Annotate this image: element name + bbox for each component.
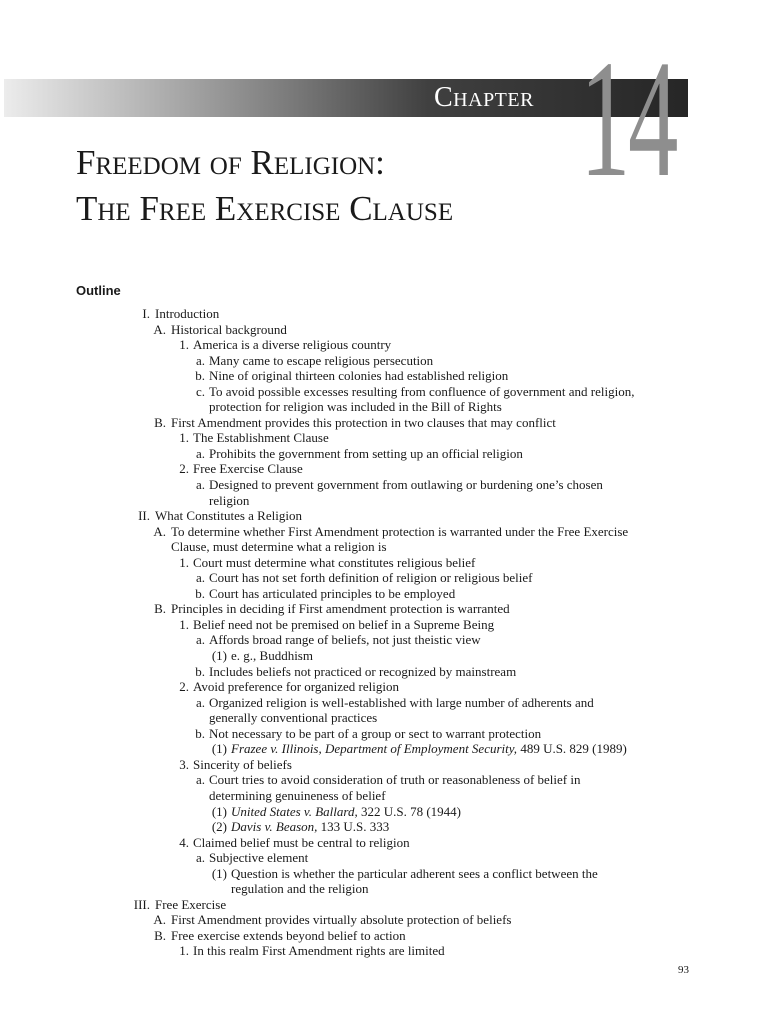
- outline-text-value: In this realm First Amendment rights are limited: [193, 943, 445, 959]
- outline-text-value: To determine whether First Amendment protection is warranted under the Free Exercise: [171, 523, 629, 539]
- outline-text-value: Avoid preference for organized religion: [193, 679, 399, 695]
- outline-text: [193, 757, 292, 773]
- outline-item: [0, 695, 768, 711]
- outline-text: [231, 866, 598, 882]
- outline-item: [0, 943, 768, 959]
- outline-text-value: Not necessary to be part of a group or sect to warrant protection: [209, 725, 542, 741]
- outline-text: [209, 850, 308, 866]
- outline-text: [209, 446, 523, 462]
- case-citation: United States v. Ballard,: [231, 803, 358, 819]
- outline-text-value: First Amendment provides virtually absolute protection of beliefs: [171, 912, 512, 928]
- outline-item: [0, 897, 768, 913]
- outline-item: [0, 322, 768, 338]
- outline-text-value: First Amendment provides this protection in two clauses that may conflict: [171, 414, 556, 430]
- outline-item: [0, 819, 768, 835]
- outline-text-value: America is a diverse religious country: [193, 337, 392, 353]
- outline-text: [209, 586, 455, 602]
- outline-text: [209, 384, 634, 400]
- outline-text: [171, 322, 287, 338]
- outline-text: [209, 772, 580, 788]
- outline-text-value: e. g., Buddhism: [231, 648, 313, 664]
- outline-text: [193, 943, 445, 959]
- outline-text-value: Court tries to avoid consideration of truth or reasonableness of belief in: [209, 772, 581, 788]
- outline-marker: a.: [195, 477, 205, 493]
- outline-marker: (2): [211, 819, 227, 835]
- outline-text: [209, 399, 502, 415]
- outline-item: [0, 601, 768, 617]
- outline-text: [209, 477, 603, 493]
- outline-text: [193, 617, 494, 633]
- outline-text: [171, 928, 406, 944]
- outline-item: [0, 726, 768, 742]
- outline-marker: B.: [154, 601, 166, 617]
- outline-text-value: Introduction: [155, 306, 220, 321]
- outline-text: [209, 632, 481, 648]
- outline-text-value: Affords broad range of beliefs, not just theistic view: [209, 632, 481, 648]
- outline-item: [0, 679, 768, 695]
- outline-item: [0, 508, 768, 524]
- outline-text-value: Many came to escape religious persecution: [209, 352, 434, 368]
- outline-text: [193, 430, 329, 446]
- outline-item: [0, 741, 768, 757]
- outline-marker: 2.: [179, 679, 189, 695]
- outline-item: [0, 539, 768, 555]
- outline-marker: 1.: [179, 554, 189, 570]
- outline-text: [171, 601, 510, 617]
- outline-text: [171, 912, 511, 928]
- outline-text-value: 133 U.S. 333: [317, 819, 390, 835]
- page-number: 93: [678, 964, 689, 976]
- outline-text: [209, 493, 249, 509]
- outline-text-value: Designed to prevent government from outlawing or burdening one’s chosen: [209, 477, 603, 493]
- outline-marker: a.: [195, 772, 205, 788]
- outline-text: [209, 695, 594, 711]
- outline-text: [231, 881, 369, 897]
- outline-marker: b.: [195, 368, 205, 384]
- outline-text: [193, 835, 410, 851]
- outline-text: [193, 555, 475, 571]
- outline-item: [0, 353, 768, 369]
- outline-text-value: What Constitutes a Religion: [155, 508, 302, 524]
- outline-marker: b.: [195, 725, 205, 741]
- outline-text: [231, 819, 389, 835]
- outline-item: [0, 337, 768, 353]
- outline-text: [193, 679, 399, 695]
- outline-text: [155, 508, 302, 524]
- chapter-title-line: The Free Exercise Clause: [76, 189, 454, 228]
- outline-text-value: Includes beliefs not practiced or recognized by mainstream: [209, 663, 517, 679]
- outline-text-value: Organized religion is well-established with large number of adherents and: [209, 694, 594, 710]
- outline-text-value: protection for religion was included in the Bill of Rights: [209, 399, 502, 415]
- outline-text: [155, 306, 219, 322]
- outline-item: [0, 446, 768, 462]
- outline-item: [0, 524, 768, 540]
- outline-marker: A.: [153, 321, 166, 337]
- outline-marker: a.: [195, 445, 205, 461]
- outline-text: [209, 664, 516, 680]
- outline-item: [0, 306, 768, 322]
- outline-text-value: regulation and the religion: [231, 881, 369, 897]
- outline-item: [0, 368, 768, 384]
- outline-text: [231, 741, 627, 757]
- outline-marker: 1.: [179, 616, 189, 632]
- outline-text: [209, 710, 377, 726]
- chapter-title-line: Freedom of Religion:: [76, 143, 385, 182]
- outline-item: [0, 788, 768, 804]
- outline-item: [0, 586, 768, 602]
- outline-marker: b.: [195, 585, 205, 601]
- outline-text-value: Claimed belief must be central to religion: [193, 834, 410, 850]
- outline-item: [0, 710, 768, 726]
- outline-text: [171, 524, 628, 540]
- outline-marker: a.: [195, 570, 205, 586]
- outline-item: [0, 477, 768, 493]
- outline-item: [0, 804, 768, 820]
- outline-marker: II.: [138, 508, 150, 524]
- outline-marker: (1): [211, 648, 227, 664]
- outline-item: [0, 757, 768, 773]
- outline-marker: (1): [211, 803, 227, 819]
- outline-marker: a.: [195, 850, 205, 866]
- outline-text-value: generally conventional practices: [209, 710, 378, 726]
- outline-text: [209, 726, 541, 742]
- outline-text-value: To avoid possible excesses resulting from confluence of government and religion,: [209, 383, 635, 399]
- outline-item: [0, 912, 768, 928]
- outline-marker: a.: [195, 352, 205, 368]
- chapter-label: Chapter: [434, 82, 534, 113]
- outline-text: [171, 539, 387, 555]
- outline-marker: 2.: [179, 461, 189, 477]
- outline-marker: (1): [211, 865, 227, 881]
- outline-item: [0, 772, 768, 788]
- outline-item: [0, 881, 768, 897]
- outline-item: [0, 461, 768, 477]
- outline-text-value: Free Exercise: [155, 896, 227, 912]
- outline-item: [0, 555, 768, 571]
- outline-text-value: 322 U.S. 78 (1944): [357, 803, 462, 819]
- case-citation: Frazee v. Illinois, Department of Employment Security,: [231, 741, 518, 757]
- outline-text: [155, 897, 226, 913]
- outline-text-value: Sincerity of beliefs: [193, 756, 292, 772]
- outline-text-value: 489 U.S. 829 (1989): [517, 741, 627, 757]
- outline-text-value: Court has articulated principles to be employed: [209, 585, 456, 601]
- outline-text-value: Free exercise extends beyond belief to action: [171, 927, 406, 943]
- outline-item: [0, 835, 768, 851]
- outline-text-value: Belief need not be premised on belief in a Supreme Being: [193, 616, 495, 632]
- outline-text: [209, 353, 433, 369]
- outline-marker: B.: [154, 927, 166, 943]
- outline-text-value: Nine of original thirteen colonies had established religion: [209, 368, 509, 384]
- outline-text-value: The Establishment Clause: [193, 430, 329, 446]
- outline-text-value: Court must determine what constitutes religious belief: [193, 554, 476, 570]
- outline-marker: c.: [195, 383, 205, 399]
- outline-item: [0, 430, 768, 446]
- outline-item: [0, 617, 768, 633]
- outline-item: [0, 850, 768, 866]
- outline-item: [0, 866, 768, 882]
- outline-text: [171, 415, 556, 431]
- outline-marker: B.: [154, 414, 166, 430]
- outline-marker: a.: [195, 694, 205, 710]
- outline-item: [0, 399, 768, 415]
- outline-marker: A.: [153, 523, 166, 539]
- outline-text: [231, 804, 461, 820]
- outline-item: [0, 664, 768, 680]
- outline-text-value: Question is whether the particular adherent sees a conflict between the: [231, 865, 598, 881]
- outline-text: [209, 788, 386, 804]
- outline-text: [231, 648, 313, 664]
- outline-marker: 1.: [179, 943, 189, 959]
- outline-item: [0, 415, 768, 431]
- outline-heading: Outline: [76, 283, 121, 298]
- case-citation: Davis v. Beason,: [231, 819, 318, 835]
- outline-item: [0, 928, 768, 944]
- outline-marker: 1.: [179, 337, 189, 353]
- outline-text-value: Prohibits the government from setting up an official religion: [209, 445, 523, 461]
- outline-text-value: determining genuineness of belief: [209, 787, 386, 803]
- outline-item: [0, 648, 768, 664]
- outline-marker: a.: [195, 632, 205, 648]
- outline-marker: b.: [195, 663, 205, 679]
- outline-text-value: Clause, must determine what a religion is: [171, 539, 387, 555]
- outline-text-value: religion: [209, 492, 250, 508]
- outline-text-value: Historical background: [171, 321, 287, 337]
- chapter-number: 14: [580, 26, 676, 212]
- chapter-title: [76, 140, 596, 232]
- outline-text-value: Free Exercise Clause: [193, 461, 303, 477]
- outline-marker: I.: [142, 306, 150, 321]
- outline-text-value: Court has not set forth definition of religion or religious belief: [209, 570, 533, 586]
- outline-marker: 4.: [179, 834, 189, 850]
- outline-item: [0, 570, 768, 586]
- outline-item: [0, 632, 768, 648]
- outline-marker: A.: [153, 912, 166, 928]
- outline-text-value: Principles in deciding if First amendment protection is warranted: [171, 601, 510, 617]
- outline-text: [193, 337, 391, 353]
- outline-text: [209, 368, 508, 384]
- outline-marker: 1.: [179, 430, 189, 446]
- outline-list: [0, 306, 768, 959]
- outline-marker: III.: [133, 896, 150, 912]
- outline-marker: 3.: [179, 756, 189, 772]
- outline-text: [209, 570, 533, 586]
- outline-marker: (1): [211, 741, 227, 757]
- outline-item: [0, 384, 768, 400]
- outline-text: [193, 461, 303, 477]
- outline-item: [0, 493, 768, 509]
- outline-text-value: Subjective element: [209, 850, 309, 866]
